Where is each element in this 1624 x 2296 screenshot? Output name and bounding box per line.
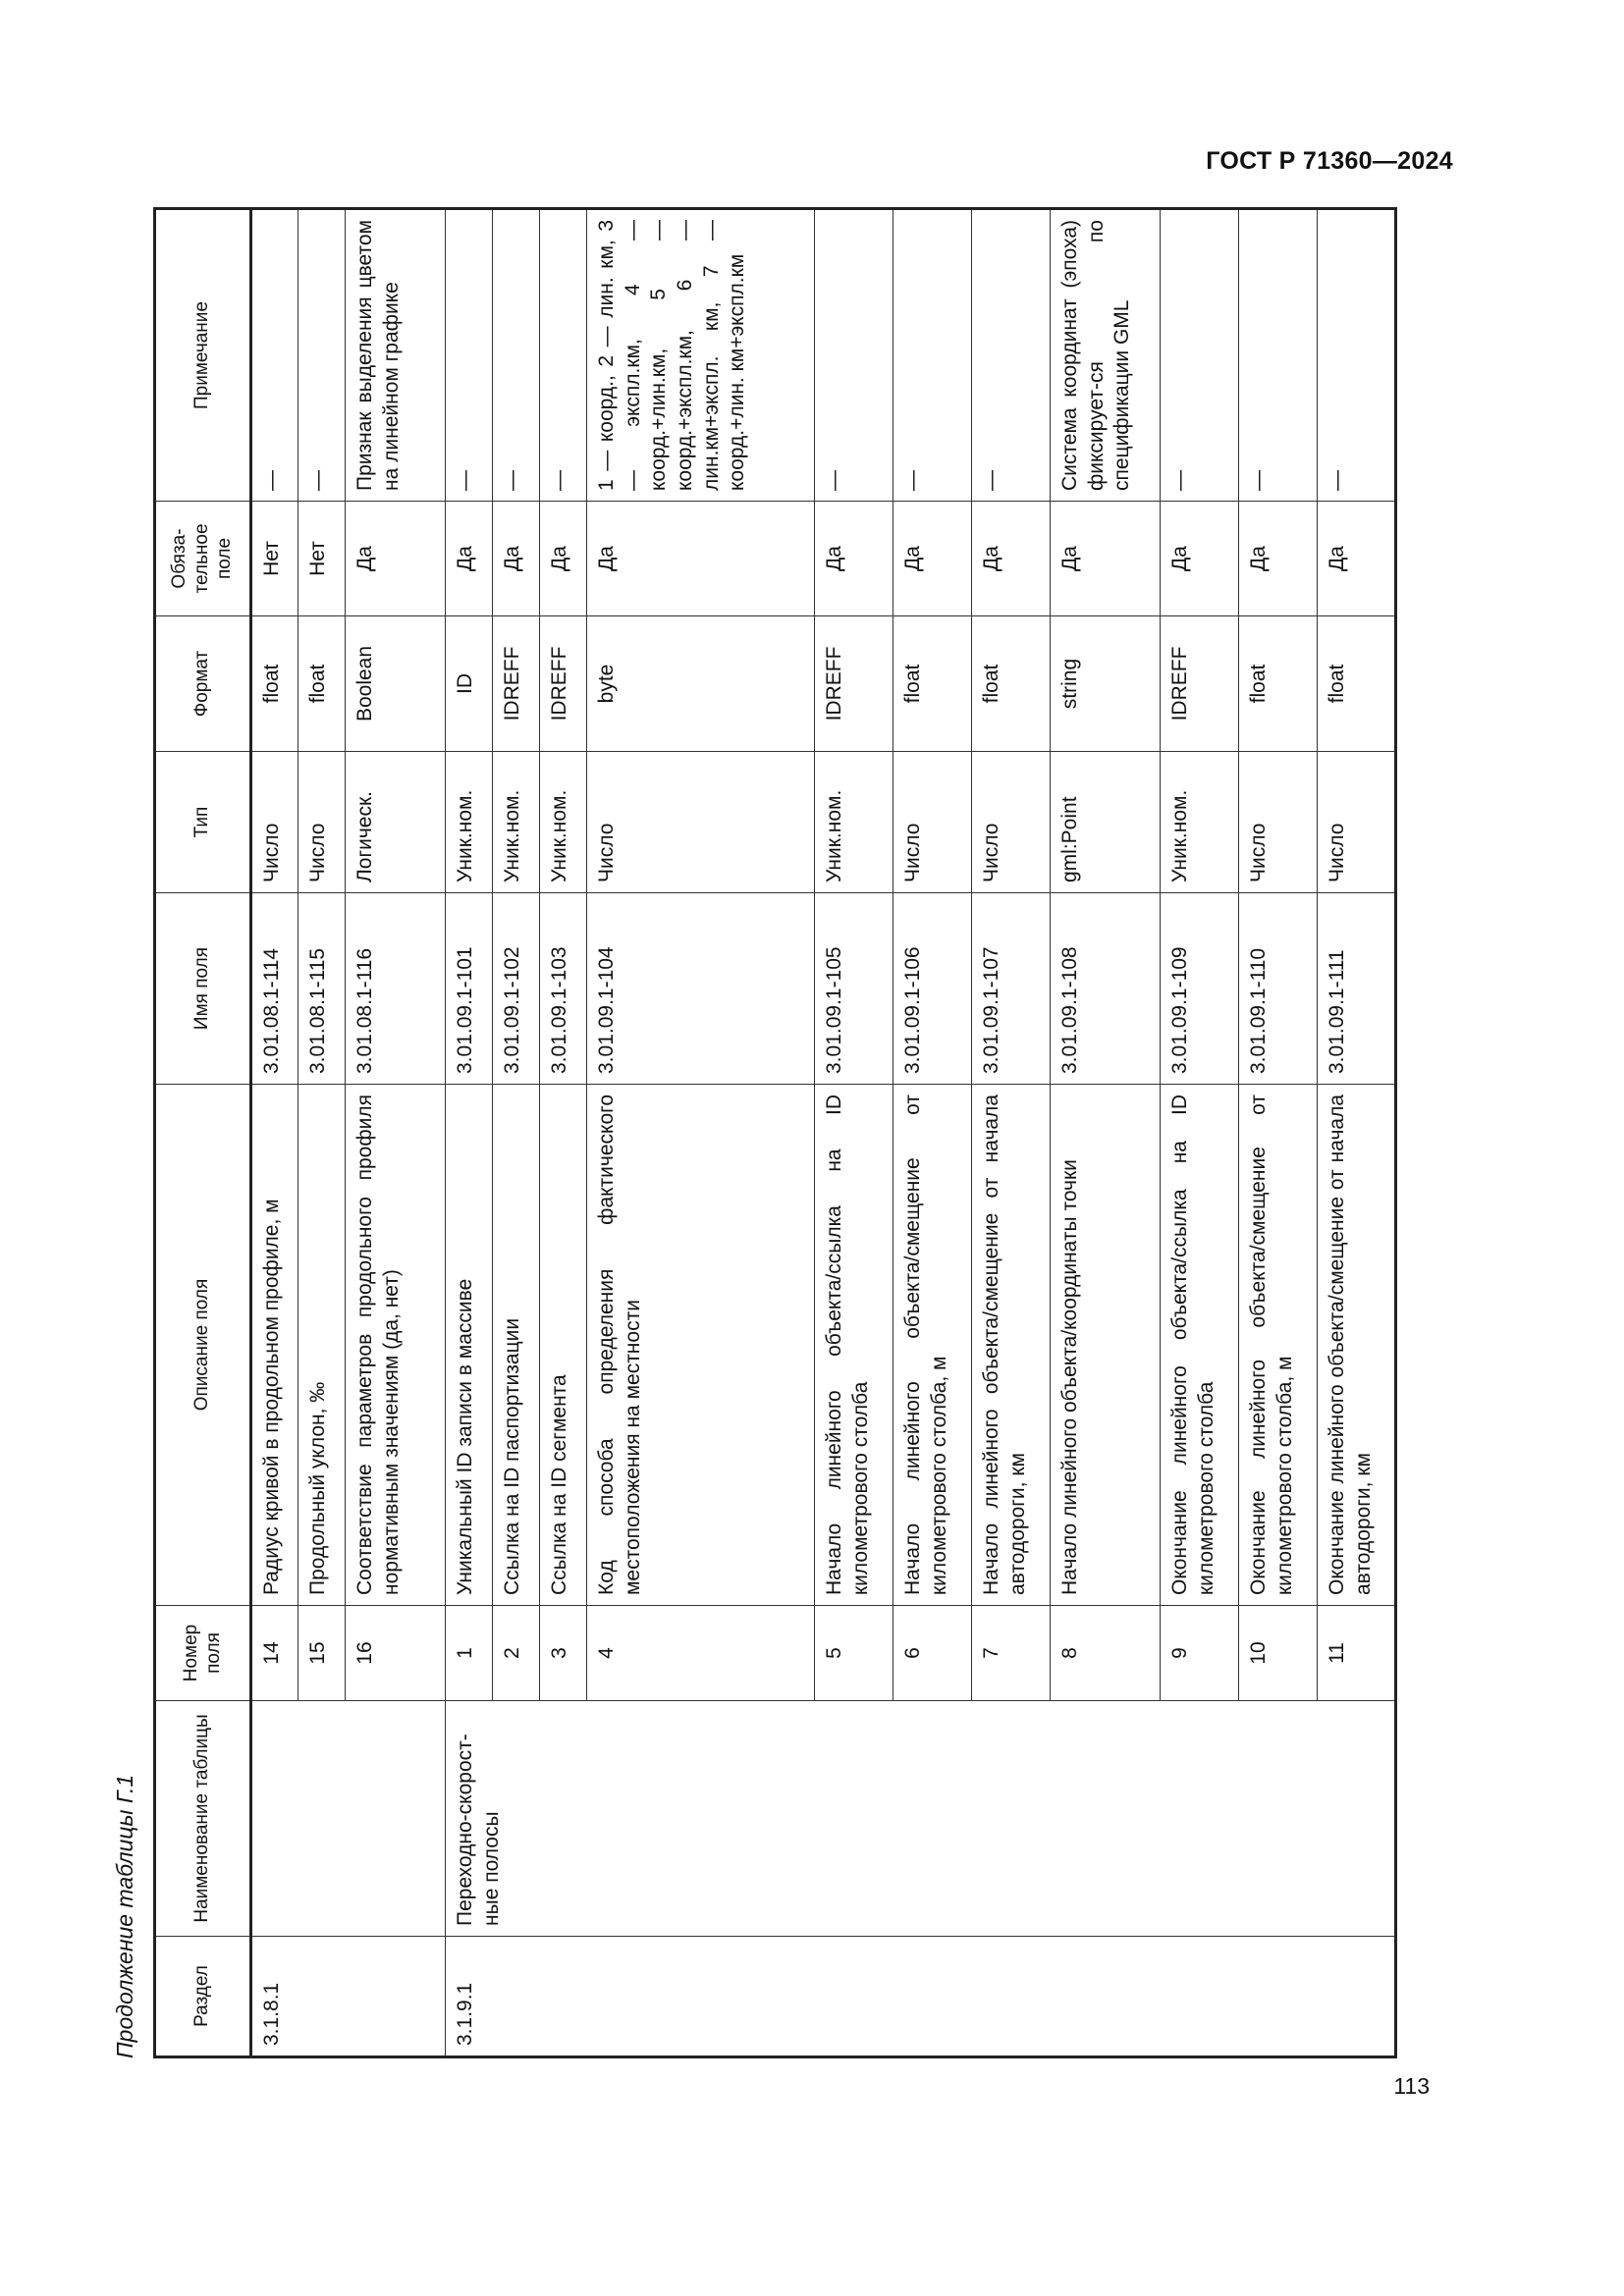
field-required: Нет [251, 502, 298, 616]
table-caption: Продолжение таблицы Г.1 [112, 1774, 137, 2058]
field-required: Да [540, 502, 587, 616]
field-required: Да [493, 502, 540, 616]
field-number: 2 [493, 1606, 540, 1701]
field-type: Уник.ном. [493, 752, 540, 893]
field-name: 3.01.09.1-109 [1161, 893, 1239, 1085]
section-cell: 3.1.9.1 [446, 1937, 1396, 2057]
field-number: 7 [972, 1606, 1051, 1701]
table-row [251, 209, 298, 2057]
field-number: 9 [1161, 1606, 1239, 1701]
field-format: float [1239, 616, 1318, 752]
field-required: Да [893, 502, 972, 616]
field-name: 3.01.09.1-104 [587, 893, 815, 1085]
field-description: Начало линейного объекта/смещение от километрового столба, м [893, 1085, 972, 1606]
field-number: 14 [251, 1606, 298, 1701]
field-description: Код способа определения фактического местоположения на местности [587, 1085, 815, 1606]
field-required: Да [1161, 502, 1239, 616]
field-format: ID [446, 616, 493, 752]
field-required: Да [1318, 502, 1396, 616]
field-format: float [893, 616, 972, 752]
field-note: Система координат (эпоха) фиксирует-ся по спецификации GML [1051, 209, 1161, 502]
field-format: IDREFF [493, 616, 540, 752]
field-name: 3.01.09.1-102 [493, 893, 540, 1085]
table-row [446, 209, 493, 2057]
field-note: 1 — коорд., 2 — лин. км, 3 — экспл.км, 4 — коорд.+лин.км, 5 — коорд.+экспл.км, 6 — лин.км+экспл. км, 7 — коорд.+лин. км+экспл.км [587, 209, 815, 502]
field-name: 3.01.08.1-116 [346, 893, 446, 1085]
field-description: Соответствие параметров продольного профиля нормативным значениям (да, нет) [346, 1085, 446, 1606]
field-description: Окончание линейного объекта/смещение от начала автодороги, км [1318, 1085, 1396, 1606]
rotated-table-block [106, 0, 1382, 2058]
field-description: Ссылка на ID сегмента [540, 1085, 587, 1606]
column-header: Наименование таблицы [155, 1701, 251, 1937]
field-note: — [446, 209, 493, 502]
field-required: Нет [298, 502, 346, 616]
field-type: Число [893, 752, 972, 893]
field-description: Продольный уклон, ‰ [298, 1085, 346, 1606]
column-header: Обяза-тельное поле [155, 502, 251, 616]
table-name-cell [251, 1701, 446, 1937]
field-type: Число [1239, 752, 1318, 893]
column-header: Описание поля [155, 1085, 251, 1606]
field-name: 3.01.09.1-111 [1318, 893, 1396, 1085]
field-format: float [1318, 616, 1396, 752]
field-format: IDREFF [1161, 616, 1239, 752]
field-required: Да [1051, 502, 1161, 616]
field-note: — [1239, 209, 1318, 502]
table-body [251, 209, 1396, 2057]
table-header-row [155, 209, 251, 2057]
field-name: 3.01.09.1-110 [1239, 893, 1318, 1085]
field-required: Да [972, 502, 1051, 616]
field-format: IDREFF [540, 616, 587, 752]
field-type: Логическ. [346, 752, 446, 893]
field-number: 3 [540, 1606, 587, 1701]
field-note: — [1318, 209, 1396, 502]
column-header: Тип [155, 752, 251, 893]
field-note: — [298, 209, 346, 502]
field-name: 3.01.09.1-103 [540, 893, 587, 1085]
field-required: Да [587, 502, 815, 616]
field-name: 3.01.09.1-105 [815, 893, 893, 1085]
field-number: 4 [587, 1606, 815, 1701]
section-cell: 3.1.8.1 [251, 1937, 446, 2057]
field-name: 3.01.09.1-108 [1051, 893, 1161, 1085]
table-name-cell: Переходно-скорост-ные полосы [446, 1701, 1396, 1937]
field-number: 8 [1051, 1606, 1161, 1701]
field-description: Начало линейного объекта/ссылка на ID километрового столба [815, 1085, 893, 1606]
field-note: — [251, 209, 298, 502]
field-format: byte [587, 616, 815, 752]
field-name: 3.01.08.1-114 [251, 893, 298, 1085]
field-note: — [893, 209, 972, 502]
field-name: 3.01.09.1-107 [972, 893, 1051, 1085]
field-number: 11 [1318, 1606, 1396, 1701]
field-description: Начало линейного объекта/смещение от начала автодороги, км [972, 1085, 1051, 1606]
field-type: Число [298, 752, 346, 893]
field-format: IDREFF [815, 616, 893, 752]
field-name: 3.01.09.1-101 [446, 893, 493, 1085]
field-number: 10 [1239, 1606, 1318, 1701]
field-format: string [1051, 616, 1161, 752]
field-description: Ссылка на ID паспортизации [493, 1085, 540, 1606]
field-required: Да [1239, 502, 1318, 616]
field-note: — [1161, 209, 1239, 502]
field-format: float [972, 616, 1051, 752]
field-format: float [298, 616, 346, 752]
field-type: Число [251, 752, 298, 893]
data-table [153, 207, 1397, 2058]
field-type: Уник.ном. [446, 752, 493, 893]
field-type: gml:Point [1051, 752, 1161, 893]
column-header: Номер поля [155, 1606, 251, 1701]
field-type: Уник.ном. [540, 752, 587, 893]
field-description: Окончание линейного объекта/ссылка на ID километрового столба [1161, 1085, 1239, 1606]
field-description: Радиус кривой в продольном профиле, м [251, 1085, 298, 1606]
field-description: Уникальный ID записи в массиве [446, 1085, 493, 1606]
field-format: Boolean [346, 616, 446, 752]
field-type: Уник.ном. [1161, 752, 1239, 893]
column-header: Формат [155, 616, 251, 752]
field-name: 3.01.09.1-106 [893, 893, 972, 1085]
field-type: Число [587, 752, 815, 893]
field-description: Окончание линейного объекта/смещение от километрового столба, м [1239, 1085, 1318, 1606]
field-type: Число [1318, 752, 1396, 893]
field-required: Да [446, 502, 493, 616]
field-format: float [251, 616, 298, 752]
field-type: Уник.ном. [815, 752, 893, 893]
field-note: Признак выделения цветом на линейном графике [346, 209, 446, 502]
column-header: Раздел [155, 1937, 251, 2057]
field-note: — [540, 209, 587, 502]
field-number: 6 [893, 1606, 972, 1701]
field-name: 3.01.08.1-115 [298, 893, 346, 1085]
column-header: Примечание [155, 209, 251, 502]
field-type: Число [972, 752, 1051, 893]
field-required: Да [815, 502, 893, 616]
field-description: Начало линейного объекта/координаты точки [1051, 1085, 1161, 1606]
document-header: ГОСТ Р 71360—2024 [1206, 147, 1453, 175]
field-number: 5 [815, 1606, 893, 1701]
field-number: 15 [298, 1606, 346, 1701]
field-note: — [493, 209, 540, 502]
page-number: 113 [1393, 2073, 1430, 2099]
column-header: Имя поля [155, 893, 251, 1085]
field-note: — [972, 209, 1051, 502]
field-number: 16 [346, 1606, 446, 1701]
field-note: — [815, 209, 893, 502]
field-required: Да [346, 502, 446, 616]
field-number: 1 [446, 1606, 493, 1701]
